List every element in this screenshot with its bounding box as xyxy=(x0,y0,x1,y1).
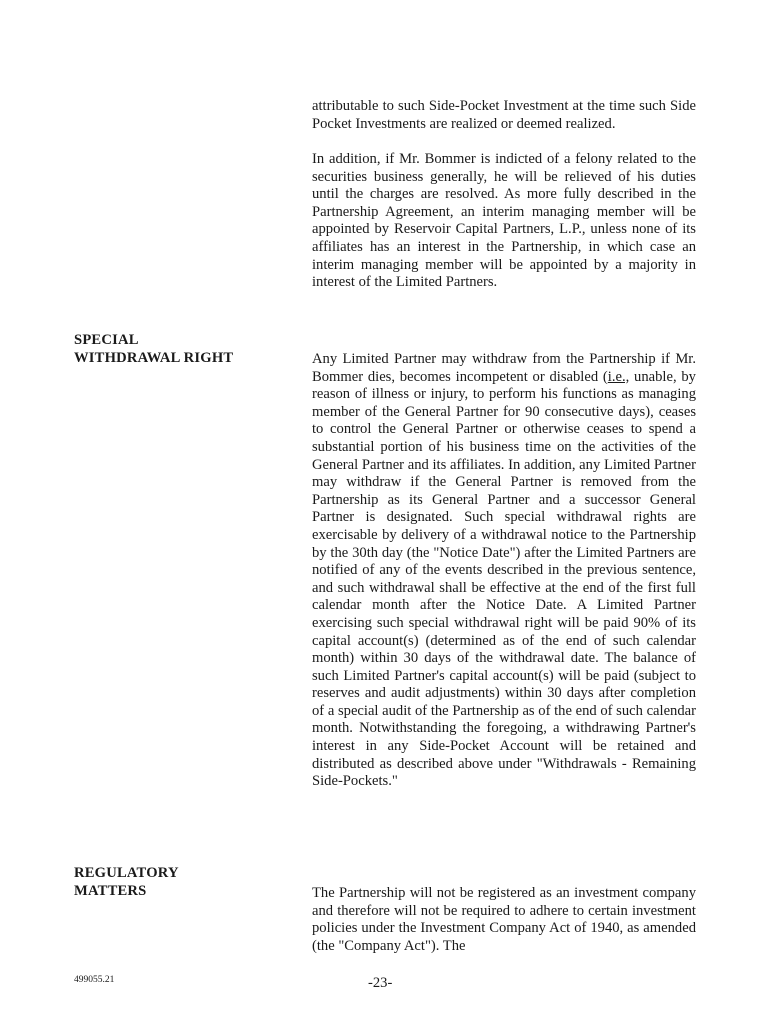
heading-regulatory-line-1: REGULATORY xyxy=(74,865,179,881)
document-number: 499055.21 xyxy=(74,975,115,985)
paragraph-side-pocket-realization: attributable to such Side-Pocket Investment at the time such Side Pocket Investments are realized or deemed realized. xyxy=(312,98,696,132)
heading-special-line-2: WITHDRAWAL RIGHT xyxy=(74,350,234,366)
heading-regulatory-matters xyxy=(74,864,179,900)
paragraph-special-withdrawal-part-2: unable, by reason of illness or injury, to perform his functions as managing member of the General Partner for 90 consecutive days), ceases to control the General Partner or otherwise ceases to spend a substantial portion of his business time on the activities of the General Partner and its affiliates. In addition, any Limited Partner may withdraw if the General Partner is removed from the Partnership as its General Partner and a successor General Partner is designated. Such special withdrawal rights are exercisable by delivery of a withdrawal notice to the Partnership by the 30th day (the "Notice Date") after the Limited Partners are notified of any of the events described in the previous sentence, and such withdrawal shall be effective at the end of the first full calendar month after the Notice Date. A Limited Partner exercising such special withdrawal right will be paid 90% of its capital account(s) (determined as of the end of such calendar month) within 30 days of the withdrawal date. The balance of such Limited Partner's capital account(s) will be paid (subject to reserves and audit adjustments) within 30 days after completion of a special audit of the Partnership as of the end of such calendar month. Notwithstanding the foregoing, a withdrawing Partner's interest in any Side-Pocket Account will be retained and distributed as described above under "Withdrawals - Remaining Side-Pockets." xyxy=(312,368,696,790)
paragraph-indictment-interim-manager: In addition, if Mr. Bommer is indicted of a felony related to the securities business generally, he will be relieved of his duties until the charges are resolved. As more fully described in the Partnership Agreement, an interim managing member will be appointed by Reservoir Capital Partners, L.P., unless none of its affiliates has an interest in the Partnership, in which case an interim managing member will be appointed by a majority in interest of the Limited Partners. xyxy=(312,151,696,291)
page-number: -23- xyxy=(368,975,393,991)
paragraph-regulatory-matters: The Partnership will not be registered as an investment company and therefore will not be required to adhere to certain investment policies under the Investment Company Act of 1940, as amended (the "Company Act"). The xyxy=(312,885,696,954)
paragraph-special-withdrawal-part-1: Any Limited Partner may withdraw from the Partnership if Mr. Bommer dies, becomes incompetent or disabled ( xyxy=(312,351,696,385)
paragraph-special-withdrawal xyxy=(312,351,696,791)
heading-regulatory-line-2: MATTERS xyxy=(74,883,147,899)
ie-abbreviation: i.e., xyxy=(607,368,630,385)
heading-special-withdrawal-right xyxy=(74,331,233,367)
heading-special-line-1: SPECIAL xyxy=(74,332,139,348)
